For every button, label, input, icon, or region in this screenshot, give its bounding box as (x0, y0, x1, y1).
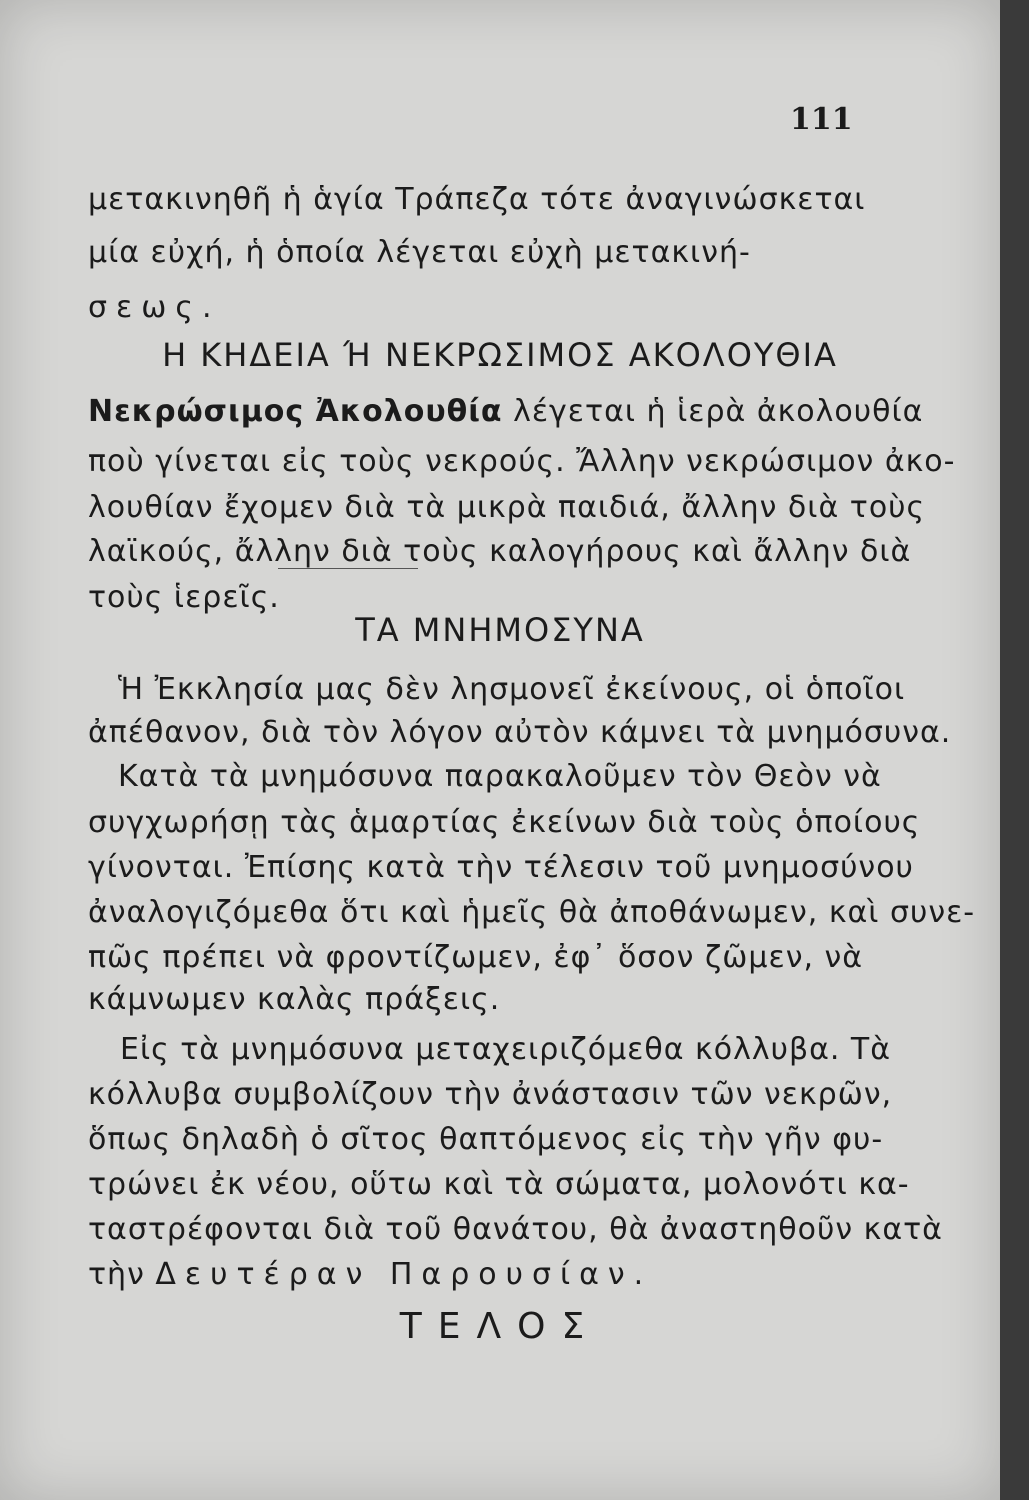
section2-line-3: Κατὰ τὰ μνημόσυνα παρακαλοῦμεν τὸν Θεὸν νὰ (118, 759, 882, 794)
section-heading-memorials: ΤΑ ΜΝΗΜΟΣΥΝΑ (355, 611, 645, 649)
divider-line (278, 568, 418, 569)
last-line-prefix: τὴν (88, 1257, 156, 1292)
section2-line-8: κάμνωμεν καλὰς πράξεις. (88, 982, 501, 1017)
section1-line-1 (88, 392, 924, 432)
scan-edge (1000, 0, 1029, 1500)
section1-line-4: λαϊκούς, ἄλλην διὰ τοὺς καλογήρους καὶ ἄλλην διὰ (88, 534, 912, 569)
page-number: 111 (790, 102, 853, 137)
section2-line-4: συγχωρήσῃ τὰς ἁμαρτίας ἐκείνων διὰ τοὺς ὁποίους (88, 805, 921, 840)
section2-line-12: τρώνει ἐκ νέου, οὕτω καὶ τὰ σώματα, μολονότι κα- (88, 1167, 910, 1202)
section2-line-9: Εἰς τὰ μνημόσυνα μεταχειριζόμεθα κόλλυβα. Τὰ (120, 1032, 892, 1067)
end-mark: ΤΕΛΟΣ (399, 1306, 601, 1347)
section2-line-1: Ἡ Ἐκκλησία μας δὲν λησμονεῖ ἐκείνους, οἱ ὁποῖοι (118, 672, 906, 707)
section1-line-5: τοὺς ἱερεῖς. (88, 580, 280, 615)
intro-line-2: μία εὐχή, ἡ ὁποία λέγεται εὐχὴ μετακινή- (88, 235, 751, 270)
section2-line-7: πῶς πρέπει νὰ φροντίζωμεν, ἐφ᾽ ὅσον ζῶμεν, νὰ (88, 940, 864, 975)
section2-line-2: ἀπέθανον, διὰ τὸν λόγον αὐτὸν κάμνει τὰ μνημόσυνα. (88, 715, 952, 750)
section-heading-funeral: Η ΚΗΔΕΙΑ Ή ΝΕΚΡΩΣΙΜΟΣ ΑΚΟΛΟΥΘΙΑ (162, 336, 838, 374)
section1-line-3: λουθίαν ἔχομεν διὰ τὰ μικρὰ παιδιά, ἄλλην διὰ τοὺς (88, 490, 926, 525)
section2-line-14 (88, 1255, 918, 1295)
section1-line-1-rest: λέγεται ἡ ἱερὰ ἀκολουθία (502, 394, 924, 429)
section2-line-6: ἀναλογιζόμεθα ὅτι καὶ ἡμεῖς θὰ ἀποθάνωμεν, καὶ συνε- (88, 895, 976, 930)
section2-line-13: ταστρέφονται διὰ τοῦ θανάτου, θὰ ἀναστηθοῦν κατὰ (88, 1212, 943, 1247)
section2-line-11: ὅπως δηλαδὴ ὁ σῖτος θαπτόμενος εἰς τὴν γῆν φυ- (88, 1122, 884, 1157)
section2-line-5: γίνονται. Ἐπίσης κατὰ τὴν τέλεσιν τοῦ μνημοσύνου (88, 850, 914, 885)
intro-line-1: μετακινηθῆ ἡ ἁγία Τράπεζα τότε ἀναγινώσκεται (88, 182, 866, 217)
intro-line-3: σεως. (88, 290, 221, 325)
section2-line-10: κόλλυβα συμβολίζουν τὴν ἀνάστασιν τῶν νεκρῶν, (88, 1077, 893, 1112)
term-nekrosimos-akolouthia: Νεκρώσιμος Ἀκολουθία (88, 394, 503, 429)
section1-line-2: ποὺ γίνεται εἰς τοὺς νεκρούς. Ἄλλην νεκρώσιμον ἀκο- (88, 444, 956, 479)
last-line-spaced: Δευτέραν Παρουσίαν. (155, 1257, 653, 1292)
